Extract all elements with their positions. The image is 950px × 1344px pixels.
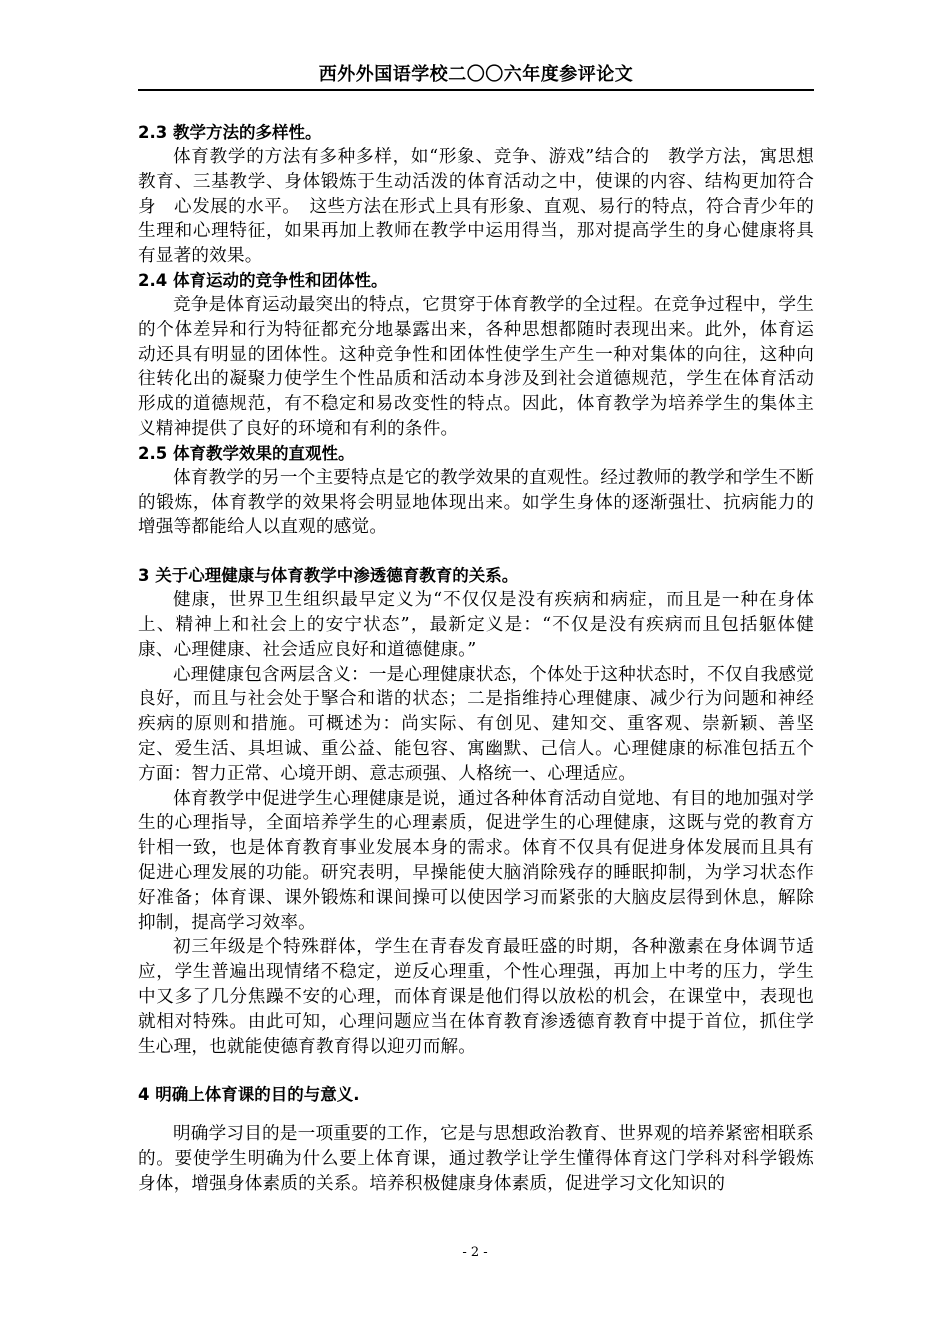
paragraph: 初三年级是个特殊群体，学生在青春发育最旺盛的时期，各种激素在身体调节适应，学生普遍出现情绪不稳定，逆反心理重，个性心理强，再加上中考的压力，学生中又多了几分焦躁不安的心理，而体育课是他们得以放松的机会，在课堂中，表现也就相对特殊。由此可知，心理问题应当在体育教育渗透德育教育中提于首位，抓住学生心理，也就能使德育教育得以迎刃而解。 (138, 937, 814, 1057)
section-heading-2-5: 2.5 体育教学效果的直观性。 (138, 443, 355, 463)
page-number: - 2 - (462, 1245, 488, 1260)
paragraph: 体育教学的方法有多种多样，如“形象、竞争、游戏”结合的 教学方法，寓思想教育、三基教学、身体锻炼于生动活泼的体育活动之中，使课的内容、结构更加符合身 心发展的水平。 这些方法在形式上具有形象、直观、易行的特点，符合青少年的生理和心理特征，如果再加上教师在教学中运用得当，那对提高学生的身心健康将具有显著的效果。 (138, 147, 814, 267)
section-spacer (138, 540, 814, 564)
section-heading-3: 3 关于心理健康与体育教学中渗透德育教育的关系。 (138, 566, 519, 586)
section-heading-4: 4 明确上体育课的目的与意义. (138, 1085, 360, 1105)
paragraph: 心理健康包含两层含义：一是心理健康状态，个体处于这种状态时，不仅自我感觉良好，而且与社会处于掔合和谐的状态；二是指维持心理健康、减少行为问题和神经疾病的原则和措施。可概述为：尚实际、有创见、建知交、重客观、崇新颖、善坚定、爱生活、具坦诚、重公益、能包容、寓幽默、己信人。心理健康的标准包括五个方面：智力正常、心境开朗、意志顽强、人格统一、心理适应。 (138, 664, 814, 784)
paragraph: 竞争是体育运动最突出的特点，它贯穿于体育教学的全过程。在竞争过程中，学生的个体差异和行为特征都充分地暴露出来，各种思想都随时表现出来。此外，体育运动还具有明显的团体性。这种竞争性和团体性使学生产生一种对集体的向往，这种向往转化出的凝聚力使学生个性品质和活动本身涉及到社会道德规范，学生在体育活动形成的道德规范，有不稳定和易改变性的特点。因此，体育教学为培养学生的集体主义精神提供了良好的环境和有利的条件。 (138, 294, 814, 439)
section-spacer (138, 1107, 814, 1122)
header-rule (138, 89, 814, 91)
paragraph: 体育教学中促进学生心理健康是说，通过各种体育活动自觉地、有目的地加强对学生的心理指导，全面培养学生的心理素质，促进学生的心理健康，这既与党的教育方针相一致，也是体育教育事业发展本身的需求。体育不仅具有促进身体发展而且具有促进心理发展的功能。研究表明，早操能使大脑消除残存的睡眠抑制，为学习状态作好准备；体育课、课外锻炼和课间操可以使因学习而紧张的大脑皮层得到休息，解除抑制，提高学习效率。 (138, 788, 814, 933)
paragraph: 明确学习目的是一项重要的工作，它是与思想政治教育、世界观的培养紧密相联系的。要使学生明确为什么要上体育课，通过教学让学生懂得体育这门学科对科学锻炼身体，增强身体素质的关系。培养积极健康身体素质，促进学习文化知识的 (138, 1124, 814, 1194)
section-heading-2-3: 2.3 教学方法的多样性。 (138, 123, 322, 142)
paragraph: 健康，世界卫生组织最早定义为“不仅仅是没有疾病和病症，而且是一种在身体上、精神上和社会上的安宁状态”，最新定义是：“不仅是没有疾病而且包括躯体健康、心理健康、社会适应良好和道德健康。” (138, 590, 814, 660)
section-heading-2-4: 2.4 体育运动的竞争性和团体性。 (138, 270, 388, 290)
document-body (138, 121, 814, 1197)
section-spacer (138, 1059, 814, 1083)
paragraph: 体育教学的另一个主要特点是它的教学效果的直观性。经过教师的教学和学生不断的锻炼，体育教学的效果将会明显地体现出来。如学生身体的逐渐强壮、抗病能力的增强等都能给人以直观的感觉。 (138, 467, 814, 538)
running-header: 西外外国语学校二〇〇六年度参评论文 (318, 64, 634, 85)
